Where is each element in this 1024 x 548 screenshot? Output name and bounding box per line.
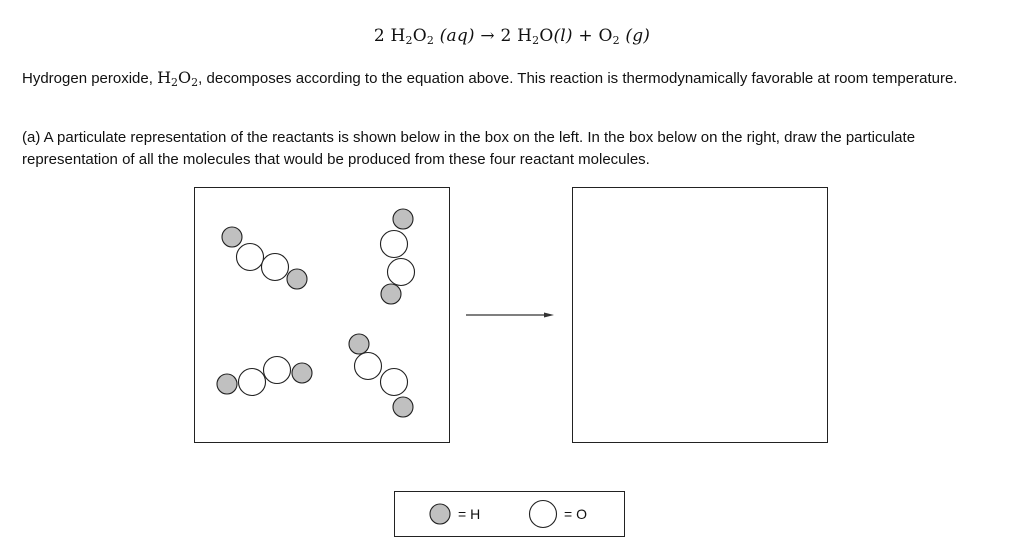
hydrogen-atom <box>287 269 307 289</box>
reactants-box <box>194 187 450 443</box>
oxygen-atom <box>262 254 289 281</box>
atom-legend <box>394 491 625 537</box>
h2o2-molecule <box>217 357 312 396</box>
hydrogen-atom <box>292 363 312 383</box>
oxygen-atom <box>355 353 382 380</box>
oxygen-atom <box>381 369 408 396</box>
hydrogen-atom <box>217 374 237 394</box>
oxygen-atom <box>388 259 415 286</box>
oxygen-atom <box>239 369 266 396</box>
legend-hydrogen-label: = H <box>458 506 481 522</box>
products-drawing-box[interactable] <box>572 187 828 443</box>
legend-oxygen <box>528 502 587 526</box>
h2o2-molecule <box>381 209 415 304</box>
oxygen-atom <box>264 357 291 384</box>
hydrogen-atom <box>393 209 413 229</box>
hydrogen-atom <box>381 284 401 304</box>
h2o2-molecule <box>222 227 307 289</box>
hydrogen-atom <box>393 397 413 417</box>
question-a-paragraph: (a) A particulate representation of the reactants is shown below in the box on the left. In the box below on the right, draw the particulate representation of all the molecules that would be produced from these four reactant molecules. <box>22 129 916 168</box>
hydrogen-atom <box>222 227 242 247</box>
reaction-equation: 2 $H_2O_2$ (aq) → 2 $H_2O(l) + O_2$ (g) <box>373 26 651 47</box>
formula-h2o2: $H_2O_2$ <box>157 68 199 89</box>
hydrogen-atom <box>349 334 369 354</box>
legend-hydrogen <box>428 502 480 526</box>
h2o2-molecule <box>349 334 413 417</box>
legend-oxygen-label: = O <box>564 506 587 522</box>
oxygen-atom <box>237 244 264 271</box>
oxygen-atom-icon <box>528 499 558 529</box>
reactant-molecules <box>195 188 451 444</box>
reaction-arrow-icon <box>466 308 558 322</box>
oxygen-atom <box>381 231 408 258</box>
intro-paragraph: Hydrogen peroxide, $H_2O_2$, decomposes according to the equation above. This reaction is thermodynamically favorable at room temperature. <box>22 68 958 89</box>
hydrogen-atom-icon <box>428 502 452 526</box>
